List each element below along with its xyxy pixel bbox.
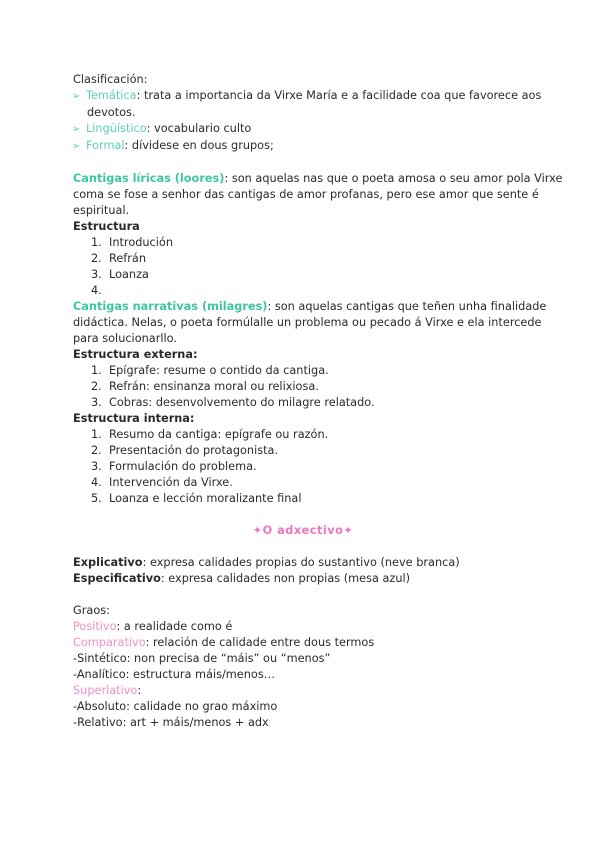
positivo-text: : a realidade como é (116, 620, 233, 633)
narrativas-external-heading: Estructura externa: (73, 348, 198, 361)
list-item: 2. Refrán: ensinanza moral ou relixiosa. (91, 380, 319, 393)
liricas-structure-list (73, 235, 533, 299)
positivo-term: Positivo (73, 620, 117, 633)
relativo-line: -Relativo: art + máis/menos + adx (73, 716, 269, 729)
clasificacion-heading: Clasificación: (73, 73, 148, 86)
narrativas-external-list (73, 363, 533, 411)
list-item: 5. Loanza e lección moralizante final (91, 492, 302, 505)
liricas-structure-heading: Estructura (73, 220, 140, 233)
narrativas-term: Cantigas narrativas (milagres) (73, 300, 268, 313)
explicativo-line (73, 555, 533, 571)
positivo-line (73, 619, 533, 635)
arrow-bullet-icon: ➢ (72, 124, 81, 135)
clasificacion-item-formal (73, 138, 533, 155)
explicativo-term: Explicativo (73, 556, 143, 569)
adxectivo-title: ✦O adxectivo✦ (252, 524, 354, 537)
term-formal: Formal (86, 139, 125, 152)
text-tematica: : trata a importancia da Virxe María e a facilidade coa que favorece aos (136, 89, 542, 102)
analitico-line: -Analítico: estructura máis/menos… (73, 668, 275, 681)
list-item: 3. Loanza (91, 268, 149, 281)
superlativo-text: : (137, 684, 142, 697)
liricas-line3: espiritual. (73, 204, 130, 217)
superlativo-line (73, 683, 533, 699)
document-page (72, 72, 563, 731)
text-formal: : dívidese en dous grupos; (124, 139, 274, 152)
list-item: 2. Presentación do protagonista. (91, 444, 279, 457)
clasificacion-item-linguistico (73, 121, 533, 138)
comparativo-text: : relación de calidade entre dous termos (145, 636, 375, 649)
liricas-line1: : son aquelas nas que o poeta amosa o seu amor pola Virxe (224, 172, 563, 185)
list-item: 1. Epígrafe: resume o contido da cantiga. (91, 364, 329, 377)
arrow-bullet-icon: ➢ (72, 141, 81, 152)
comparativo-term: Comparativo (73, 636, 146, 649)
arrow-bullet-icon: ➢ (72, 91, 81, 102)
sintetico-line: -Sintético: non precisa de “máis” ou “menos” (73, 652, 331, 665)
narrativas-paragraph-line1 (73, 299, 547, 315)
narrativas-line1: : son aquelas cantigas que teñen unha finalidade (267, 300, 547, 313)
narrativas-line2: didáctica. Nelas, o poeta formúlalle un problema ou pecado á Virxe e ela intercede (73, 316, 542, 329)
list-item: 4. Intervención da Virxe. (91, 476, 233, 489)
especificativo-line (73, 571, 533, 587)
list-item: 4. (91, 284, 102, 297)
narrativas-line3: para solucionarllo. (73, 332, 177, 345)
list-item: 2. Refrán (91, 252, 146, 265)
term-linguistico: Lingüístico (86, 122, 147, 135)
liricas-term: Cantigas líricas (loores) (73, 172, 225, 185)
list-item: 3. Formulación do problema. (91, 460, 257, 473)
text-linguistico: : vocabulario culto (146, 122, 252, 135)
especificativo-text: : expresa calidades non propias (mesa azul) (160, 572, 411, 585)
liricas-paragraph-line1 (73, 171, 563, 187)
graos-heading: Graos: (73, 604, 110, 617)
narrativas-internal-list (73, 427, 533, 507)
list-item: 3. Cobras: desenvolvemento do milagre relatado. (91, 396, 375, 409)
explicativo-text: : expresa calidades propias do sustantivo (neve branca) (142, 556, 460, 569)
clasificacion-item-tematica-cont: devotos. (87, 106, 136, 119)
clasificacion-item-tematica (72, 88, 542, 105)
list-item: 1. Resumo da cantiga: epígrafe ou razón. (91, 428, 329, 441)
term-tematica: Temática (86, 89, 137, 102)
comparativo-line (73, 635, 533, 651)
list-item: 1. Introdución (91, 236, 173, 249)
narrativas-internal-heading: Estructura interna: (73, 412, 195, 425)
especificativo-term: Especificativo (73, 572, 161, 585)
superlativo-term: Superlativo (73, 684, 138, 697)
absoluto-line: -Absoluto: calidade no grao máximo (73, 700, 278, 713)
liricas-line2: coma se fose a senhor das cantigas de amor profanas, pero ese amor que sente é (73, 188, 539, 201)
